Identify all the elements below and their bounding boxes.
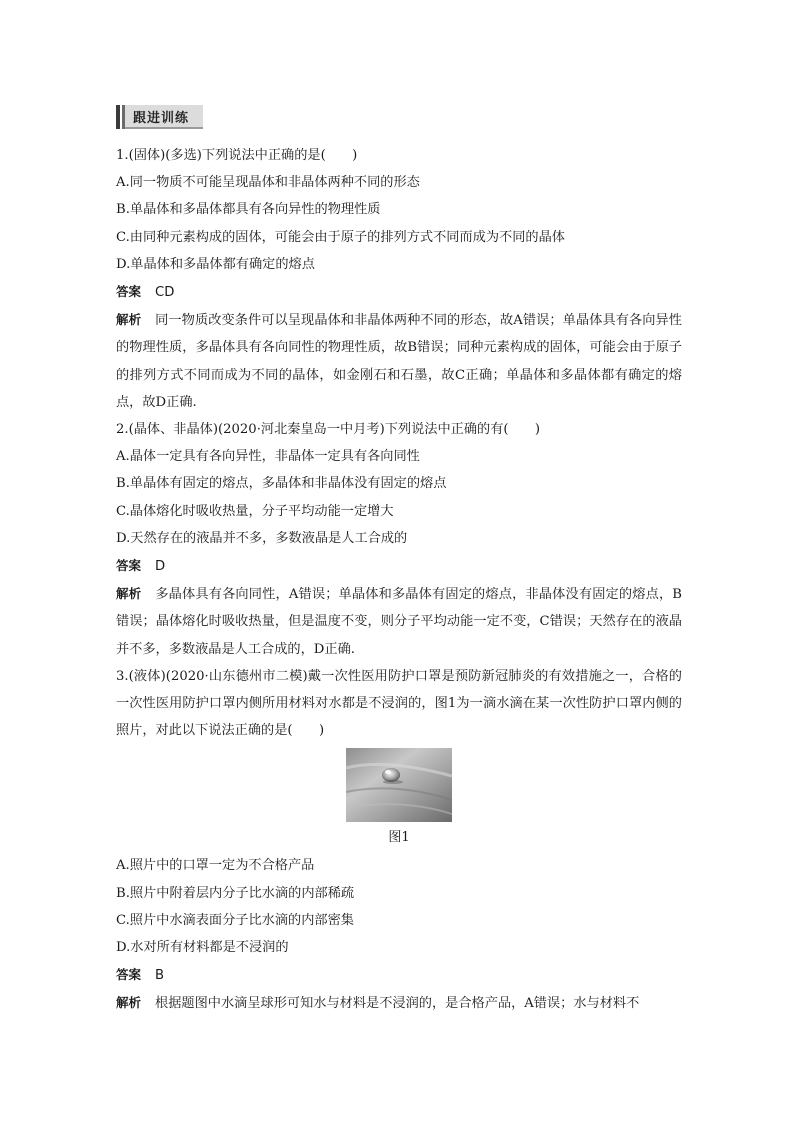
option-c: C.晶体熔化时吸收热量，分子平均动能一定增大: [116, 503, 394, 519]
analysis-block: [116, 580, 682, 663]
section-header-bars: [116, 105, 125, 129]
question-stem: 1.(固体)(多选)下列说法中正确的是( ): [116, 148, 358, 163]
option-b: B.照片中附着层内分子比水滴的内部稀疏: [116, 885, 355, 901]
analysis-text: 根据题图中水滴呈球形可知水与材料是不浸润的，是合格产品，A错误；水与材料不: [155, 996, 640, 1012]
question-3: [116, 663, 682, 1018]
figure-1: [116, 748, 682, 852]
answer-line: [116, 961, 682, 989]
option-d: D.天然存在的液晶并不多，多数液晶是人工合成的: [116, 530, 408, 546]
option-b: B.单晶体有固定的熔点，多晶体和非晶体没有固定的熔点: [116, 476, 447, 492]
question-1: [116, 142, 682, 416]
option-a: A.同一物质不可能呈现晶体和非晶体两种不同的形态: [116, 175, 420, 191]
analysis-text: 同一物质改变条件可以呈现晶体和非晶体两种不同的形态，故A错误；单晶体具有各向异性的物理性质，多晶体具有各向同性的物理性质，故B错误；同种元素构成的固体，可能会由于原子的排列方式不同而成为不同的晶体，如金刚石和石墨，故C正确；单晶体和多晶体都有确定的熔点，故D正确.: [116, 313, 682, 410]
analysis-block: [116, 989, 682, 1017]
mask-water-drop-photo: [346, 748, 452, 822]
analysis-label: 解析: [116, 995, 142, 1011]
answer-line: [116, 278, 682, 306]
answer-line: [116, 552, 682, 580]
question-stem: 2.(晶体、非晶体)(2020·河北秦皇岛一中月考)下列说法中正确的有( ): [116, 422, 541, 438]
exercise-content: [116, 142, 682, 1018]
option-a: A.照片中的口罩一定为不合格产品: [116, 858, 315, 874]
figure-caption: 图1: [388, 830, 410, 846]
question-2: [116, 416, 682, 663]
answer-value: D: [155, 559, 166, 575]
answer-label: 答案: [116, 558, 142, 574]
header-bar-dark: [116, 105, 120, 129]
section-header-label: 跟进训练: [125, 105, 203, 129]
option-d: D.单晶体和多晶体都有确定的熔点: [116, 256, 315, 272]
option-c: C.由同种元素构成的固体，可能会由于原子的排列方式不同而成为不同的晶体: [116, 229, 565, 245]
option-c: C.照片中水滴表面分子比水滴的内部密集: [116, 912, 354, 928]
option-d: D.水对所有材料都是不浸润的: [116, 940, 289, 956]
analysis-text: 多晶体具有各向同性，A错误；单晶体和多晶体有固定的熔点，非晶体没有固定的熔点，B错误；晶体熔化时吸收热量，但是温度不变，则分子平均动能一定不变，C错误；天然存在的液晶并不多，多数液晶是人工合成的，D正确.: [116, 587, 682, 657]
section-header: [116, 105, 203, 129]
analysis-block: [116, 306, 682, 416]
analysis-label: 解析: [116, 586, 142, 602]
answer-value: CD: [155, 285, 175, 301]
analysis-label: 解析: [116, 312, 142, 328]
question-stem: 3.(液体)(2020·山东德州市二模)戴一次性医用防护口罩是预防新冠肺炎的有效措施之一，合格的一次性医用防护口罩内侧所用材料对水都是不浸润的，图1为一滴水滴在某一次性防护口罩内侧的照片，对此以下说法正确的是( ): [116, 668, 682, 739]
option-b: B.单晶体和多晶体都具有各向异性的物理性质: [116, 202, 381, 218]
answer-value: B: [155, 968, 165, 984]
answer-label: 答案: [116, 967, 142, 983]
option-a: A.晶体一定具有各向异性，非晶体一定具有各向同性: [116, 449, 420, 465]
answer-label: 答案: [116, 284, 142, 300]
